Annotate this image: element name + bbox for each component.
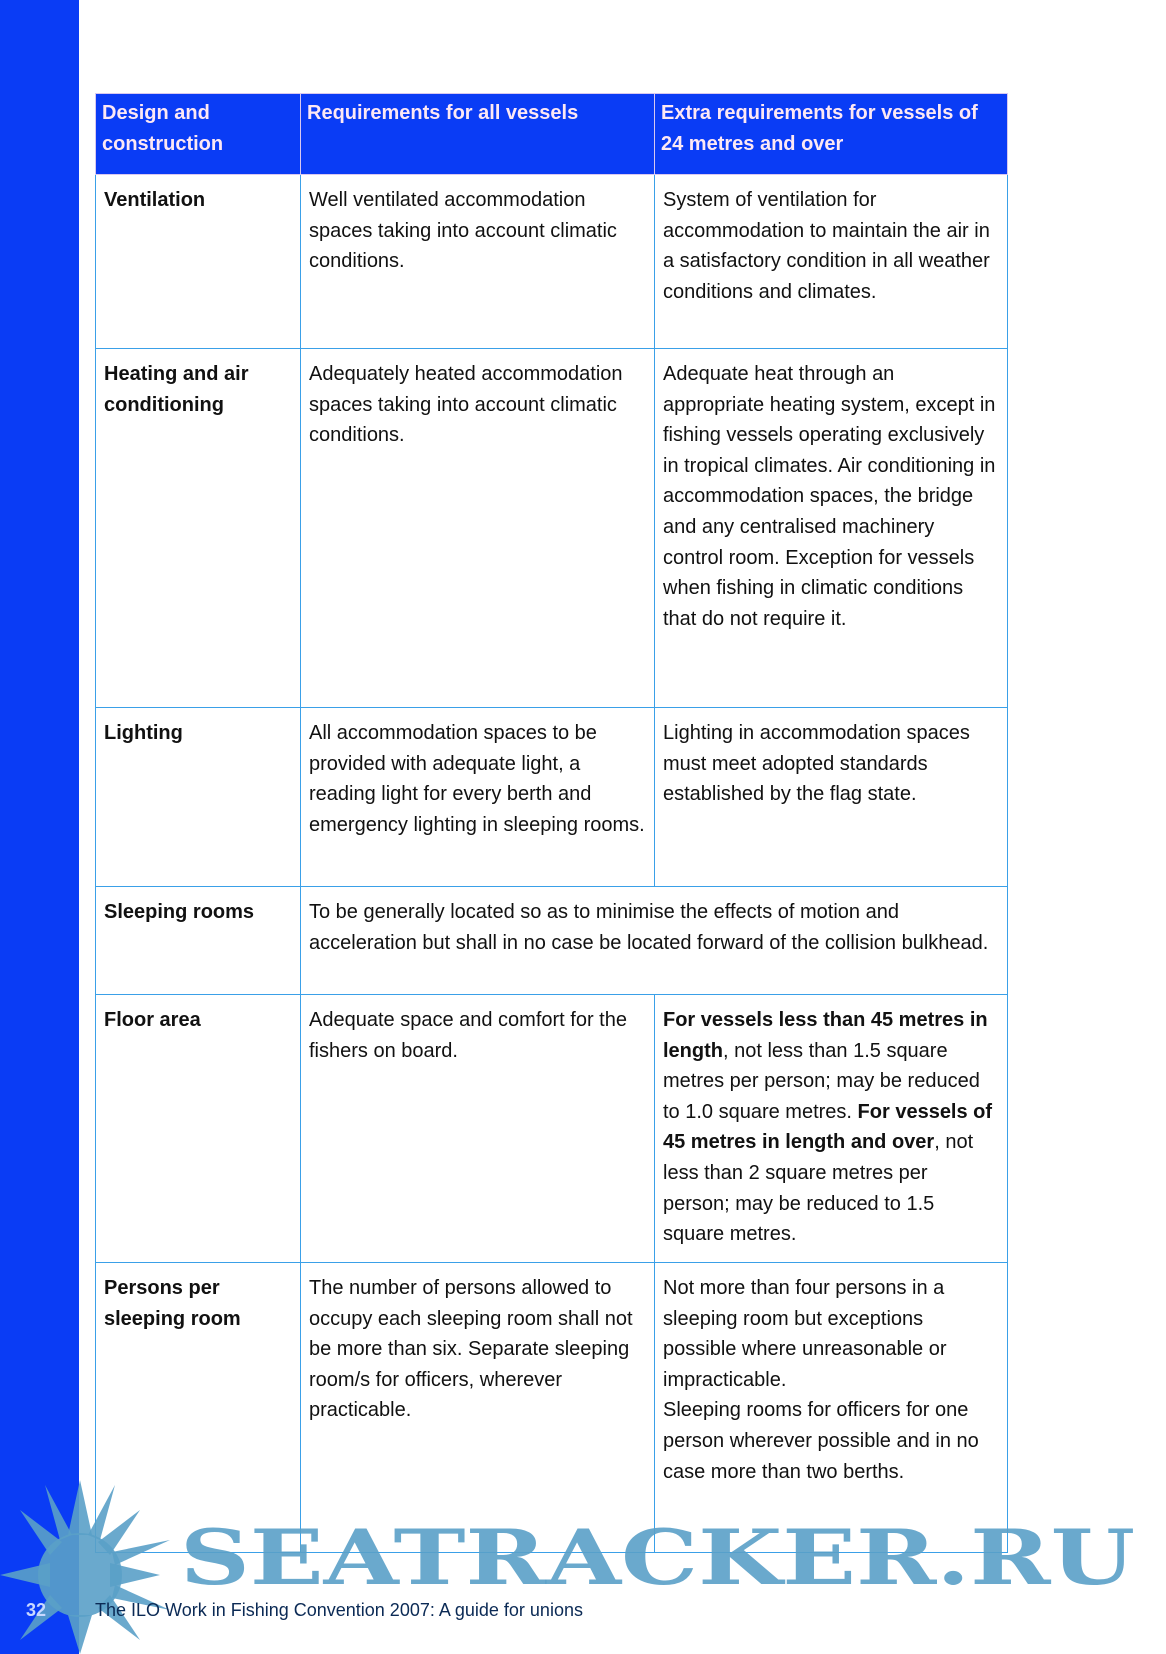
text: Not more than four persons in a sleeping room but exceptions possible where unreasonable or impracticable. [663, 1277, 947, 1391]
header-extra: Extra requirements for vessels of 24 metres and over [655, 94, 1008, 175]
cell-extra: System of ventilation for accommodation to maintain the air in a satisfactory condition in all weather conditions and climates. [655, 175, 1008, 349]
text: , not less than 1.5 square metres per person; may be reduced to 1.0 square metres. [663, 1039, 980, 1123]
row-label: Sleeping rooms [96, 887, 301, 995]
bold-text: For vessels of 45 metres in length and over [663, 1100, 993, 1154]
row-label: Ventilation [96, 175, 301, 349]
row-label: Lighting [96, 708, 301, 887]
cell-all: Adequate space and comfort for the fishers on board. [301, 995, 655, 1263]
blue-sidebar [0, 0, 79, 1654]
watermark-text: SEATRACKER.RU [180, 1518, 1135, 1590]
header-design: Design and construction [96, 94, 301, 175]
cell-all: The number of persons allowed to occupy each sleeping room shall not be more than six. Separate sleeping room/s for officers, wherever practicable. [301, 1263, 655, 1553]
table-row [96, 887, 1008, 995]
cell-extra [655, 995, 1008, 1263]
cell-all: Adequately heated accommodation spaces taking into account climatic conditions. [301, 349, 655, 708]
cell-extra [655, 1263, 1008, 1553]
row-label: Floor area [96, 995, 301, 1263]
cell-extra: Lighting in accommodation spaces must meet adopted standards established by the flag state. [655, 708, 1008, 887]
cell-merged: To be generally located so as to minimise the effects of motion and acceleration but shall in no case be located forward of the collision bulkhead. [301, 887, 1008, 995]
footer-title: The ILO Work in Fishing Convention 2007: A guide for unions [95, 1600, 583, 1620]
page-number: 32 [26, 1600, 47, 1620]
text: Sleeping rooms for officers for one person wherever possible and in no case more than two berths. [663, 1399, 979, 1483]
cell-all: All accommodation spaces to be provided with adequate light, a reading light for every berth and emergency lighting in sleeping rooms. [301, 708, 655, 887]
table-header-row [96, 94, 1008, 175]
table-row [96, 175, 1008, 349]
header-all-vessels: Requirements for all vessels [301, 94, 655, 175]
cell-all: Well ventilated accommodation spaces taking into account climatic conditions. [301, 175, 655, 349]
table-row [96, 995, 1008, 1263]
watermark-logo [180, 1518, 1140, 1590]
bold-text: For vessels less than 45 metres in length [663, 1009, 988, 1062]
table-row [96, 349, 1008, 708]
table-row [96, 708, 1008, 887]
table-row [96, 1263, 1008, 1553]
text: , not less than 2 square metres per person; may be reduced to 1.5 square metres. [663, 1131, 974, 1246]
sun-watermark-icon [0, 1480, 180, 1654]
requirements-table [95, 93, 1008, 1553]
cell-extra: Adequate heat through an appropriate heating system, except in fishing vessels operating exclusively in tropical climates. Air conditioning in accommodation spaces, the bridge and any centralised machinery control room. Exception for vessels when fishing in climatic conditions that do not require it. [655, 349, 1008, 708]
row-label: Heating and air conditioning [96, 349, 301, 708]
row-label: Persons per sleeping room [96, 1263, 301, 1553]
